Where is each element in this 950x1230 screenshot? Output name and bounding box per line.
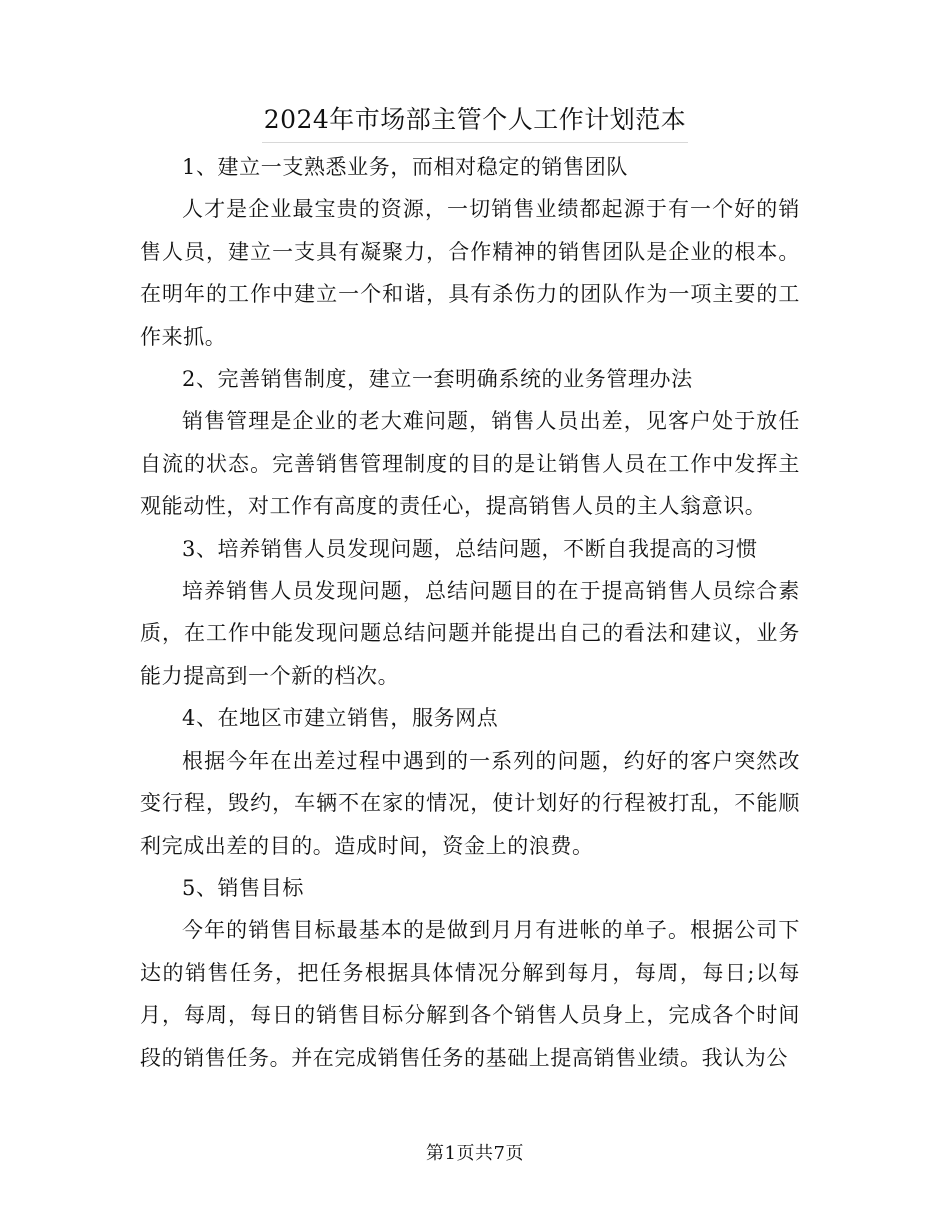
section-paragraph: 根据今年在出差过程中遇到的一系列的问题，约好的客户突然改变行程，毁约，车辆不在家的情况，使计划好的行程被打乱，不能顺利完成出差的目的。造成时间，资金上的浪费。	[140, 748, 800, 858]
section-heading: 5、销售目标	[182, 875, 304, 900]
section-paragraph: 人才是企业最宝贵的资源，一切销售业绩都起源于有一个好的销售人员，建立一支具有凝聚力，合作精神的销售团队是企业的根本。在明年的工作中建立一个和谐，具有杀伤力的团队作为一项主要的工作来抓。	[140, 197, 800, 349]
title-container	[0, 100, 950, 143]
section-heading: 4、在地区市建立销售，服务网点	[182, 706, 499, 731]
page-number: 第1页共7页	[426, 1143, 524, 1164]
section-heading: 1、建立一支熟悉业务，而相对稳定的销售团队	[182, 155, 628, 179]
section-heading: 2、完善销售制度，建立一套明确系统的业务管理办法	[182, 367, 693, 392]
section-paragraph: 销售管理是企业的老大难问题，销售人员出差，见客户处于放任自流的状态。完善销售管理制度的目的是让销售人员在工作中发挥主观能动性，对工作有高度的责任心，提高销售人员的主人翁意识。	[140, 409, 800, 519]
document-body	[140, 146, 800, 1079]
document-title: 2024年市场部主管个人工作计划范本	[262, 100, 689, 143]
section-paragraph: 今年的销售目标最基本的是做到月月有进帐的单子。根据公司下达的销售任务，把任务根据具体情况分解到每月，每周，每日;以每月，每周，每日的销售目标分解到各个销售人员身上，完成各个时间段的销售任务。并在完成销售任务的基础上提高销售业绩。我认为公	[140, 918, 800, 1070]
section-paragraph: 培养销售人员发现问题，总结问题目的在于提高销售人员综合素质，在工作中能发现问题总结问题并能提出自己的看法和建议，业务能力提高到一个新的档次。	[140, 579, 800, 688]
section-heading: 3、培养销售人员发现问题，总结问题，不断自我提高的习惯	[182, 536, 758, 561]
